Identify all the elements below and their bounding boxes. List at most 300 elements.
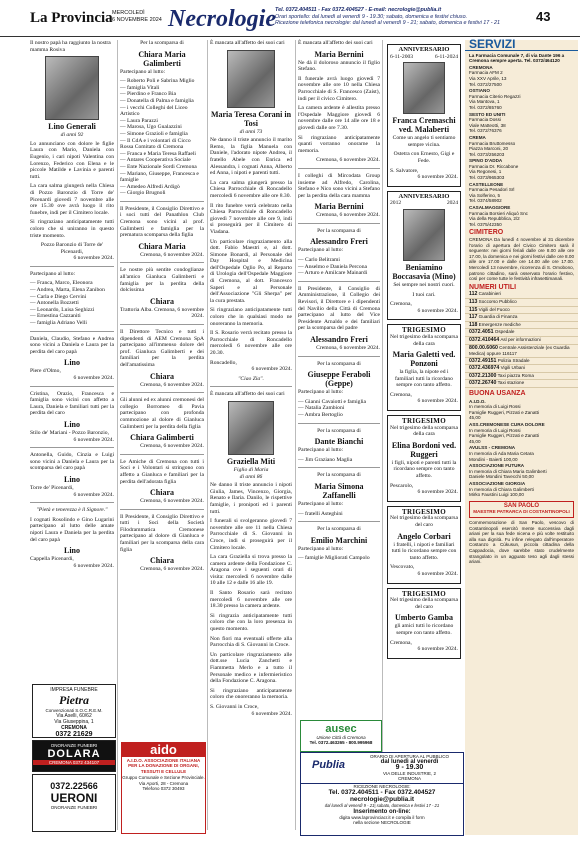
condolence-item: — Franca e Maria Teresa Raffaeli <box>120 150 196 157</box>
obit-place: Torre de' Picenardi, <box>30 484 74 491</box>
info-line-3: Ricezione telefonica necrologie: dal lunedì al venerdì 9 - 21; sabato, domenica e festivi 17 - 21 <box>275 20 501 27</box>
obit-text: Nel trigesimo della scomparsa del caro <box>390 515 458 528</box>
condolence-item: — Antares Cooperativa Sociale <box>120 157 191 164</box>
anniversary-heading: ANNIVERSARIO <box>398 192 450 200</box>
obit-text: Le Amiche di Cremona con tutti i Soci e i Volontari si stringono con affetto a Gianluca e familiari per la perdita dell'adorata figlia <box>120 458 204 485</box>
condolence-item: — Il CdA e i volontari di Cicco Rossa Comitato di Cremona <box>120 137 191 151</box>
photo-maria-teresa-corani <box>227 50 275 108</box>
column-5 <box>385 40 463 663</box>
column-rule <box>382 40 383 830</box>
info-line-1: Tel. 0372.404511 - Fax 0372.404527 - E-mail: necrologie@publia.it <box>275 7 442 13</box>
divider <box>30 447 114 448</box>
condolence-header: Partecipano al lutto: <box>298 247 344 254</box>
pharmacy-detail: Farmacia Citerio Regazzi <box>469 93 521 99</box>
useful-number[interactable]: 115 <box>469 306 478 313</box>
header-date-text: 6 NOVEMBRE 2024 <box>112 16 162 23</box>
obit-header: Per la scomparsa di <box>317 360 361 367</box>
deceased-name: Chiara <box>150 556 174 566</box>
pharmacy-detail: Farmacia Dossi <box>469 117 501 123</box>
useful-number-label: Asl per informazioni <box>499 336 541 342</box>
obit-text: la figlia, la nipote ed i familiari tutti la ricordano sempre con tanto affetto. <box>395 369 453 389</box>
divider <box>120 392 204 393</box>
ad-dolara-top: ONORANZE FUNEBRI <box>50 743 98 748</box>
donation-detail: In memoria di Chiara Maria Galimberti <box>469 468 547 474</box>
photo-franca-cremaschi <box>403 62 445 114</box>
divider <box>298 223 380 224</box>
obit-date: 6 novembre 2024. <box>417 307 458 314</box>
obit-text: Nel trigesimo della scomparsa della cara <box>390 424 458 438</box>
ad-aido-logo: aido <box>122 743 205 757</box>
obit-date: 6 novembre 2024. <box>251 366 292 373</box>
condolence-header: Partecipano al lutto: <box>30 270 76 277</box>
condolence-item: — Pierdino e Franco Bia <box>120 91 176 98</box>
condolence-item: — Marosa, Ugo Gualazzini <box>120 124 182 131</box>
obit-date: 6 novembre 2024. <box>251 710 292 717</box>
quote: "Ciao Zia". <box>238 375 264 382</box>
deceased-name: Lino <box>63 419 80 429</box>
photo-beniamino-boccasavia <box>403 209 445 261</box>
obit-text: i fratelli, i nipoti e familiari tutti lo ricordano sempre con tanto affetto. <box>391 541 457 561</box>
photo-lino-generali <box>45 56 99 120</box>
deceased-name: Chiara Maria <box>138 241 186 251</box>
pharmacy-detail: Piazza Marconi, 20 <box>469 146 509 152</box>
condolence-item: — Jim Graziano Maglia <box>298 456 353 463</box>
useful-number[interactable]: 113 <box>469 298 478 305</box>
obit-date: Cremona, 6 novembre 2024. <box>140 381 204 388</box>
condolence-item: — famiglia Adriano Velli <box>30 320 87 327</box>
obit-text: Il funerale avrà luogo giovedì 7 novembre alle ore 10 nella Chiesa Parrocchiale di S. Francesco (Zaist), indi per il civico Cimitero. <box>298 75 380 102</box>
obit-date: Cremona, 6 novembre 2024. <box>316 157 380 164</box>
obit-text: I tuoi cari. <box>412 291 436 298</box>
saint-name: SAN PAOLO <box>503 502 540 509</box>
donation-org: A.I.D.O. <box>469 398 486 404</box>
deceased-name: Umberto Gamba <box>395 613 453 623</box>
obit-text: Un particolare ringraziamento alle dott.sse Lucia Zanchetti e Fiammetta Merlo e a tutto il Personale medico e infermieristico della Fondazione C. Aragona. <box>210 651 292 685</box>
column-rule <box>295 40 296 830</box>
masthead: La Provincia <box>30 10 113 26</box>
donation-detail: Mirko Faustini Luigi 100,00 <box>469 492 524 498</box>
deceased-name: Alessandro Freri <box>310 237 368 247</box>
header-weekday: MERCOLEDÌ <box>112 10 145 16</box>
obit-text: gli amici tutti lo ricordano sempre con tanto affetto. <box>394 623 454 636</box>
obit-header: È mancata all'affetto dei suoi cari <box>210 40 285 46</box>
obit-date: 6 novembre 2024. <box>73 562 114 569</box>
anniversary-heading: ANNIVERSARIO <box>398 46 450 53</box>
deceased-name: Elina Bordoni ved. Ruggeri <box>391 440 457 459</box>
obit-header: È mancata all'affetto dei suoi cari <box>298 40 373 46</box>
anniversary-year: 6-11-2024 <box>434 53 458 60</box>
page-header <box>0 0 580 37</box>
obit-place: Stilo de' Mariani - Pozzo Baronzio, <box>30 429 109 436</box>
useful-number-label: Polizia Stradale <box>496 357 530 363</box>
pharmacy-town: SPINO D'ADDA <box>469 158 503 164</box>
ad-pietra <box>32 684 116 738</box>
obit-text: I cognati Rosolindo e Gino Lugarini partecipano al lutto delle amate nipoti Laura e Daniela per la perdita del caro papà <box>30 516 114 543</box>
anniversary-year: 2012 <box>390 200 402 207</box>
obit-text: Si ringrazia anticipatamente tutti coloro che con la loro presenza in questo momento. <box>210 612 292 633</box>
useful-number-label: Centrale Assistenziale (ex Guardia Medica) oppure 116117 <box>469 344 570 357</box>
pharmacy-detail: Via XXV Aprile, 13 <box>469 75 507 81</box>
pharmacy-detail: Tel. 0373/256203 <box>469 151 505 157</box>
divider <box>30 266 114 267</box>
deceased-age: di anni 92 <box>60 132 84 139</box>
divider <box>120 454 204 455</box>
ad-aido <box>121 742 206 834</box>
condolence-item: — Mariano, Giuseppe, Francesca e famiglie <box>120 170 199 184</box>
deceased-name: Graziella Miti <box>226 456 276 466</box>
pharmacy-detail: Tel. 0373/965303 <box>469 175 505 181</box>
condolence-item: — Arturo e Amilcare Mainardi <box>298 270 368 277</box>
obit-text: Cristina, Orazio, Francesca e famiglia sono vicini con affetto a Laura, Daniela e familiari tutti per la perdita del caro <box>30 390 114 417</box>
deceased-name: Chiara <box>150 488 174 498</box>
publia-hours: 9 - 19.30 <box>395 764 424 772</box>
useful-number-row <box>465 345 578 358</box>
anniversary-1 <box>387 44 461 187</box>
condolence-list <box>120 78 204 197</box>
pharmacy-detail: Farmacia Borsieri Aliquò Snc <box>469 210 528 216</box>
obit-text: Non fiori ma eventuali offerte alla Parrocchia di S. Giovanni in Croce. <box>210 635 292 649</box>
deceased-age: di anni 73 <box>239 128 263 135</box>
useful-number[interactable]: 800.00.6060 <box>469 344 498 351</box>
deceased-name: Chiara Galimberti <box>130 433 194 443</box>
obit-text: I funerali si svolgeranno giovedì 7 novembre alle ore 11 nella Chiesa Parrocchiale di S. Giovanni in Croce, indi si proseguirà per il Cimitero locale. <box>210 518 292 551</box>
condolence-item: — Giorgio Brugnoli <box>120 190 166 197</box>
column-3 <box>210 40 292 720</box>
obit-date: Cremona, 6 novembre 2024. <box>140 443 204 450</box>
divider <box>298 423 380 424</box>
obit-place: Vescovato, <box>390 564 415 571</box>
numeri-utili-list <box>465 291 578 388</box>
useful-number[interactable]: 0372.26740 <box>469 380 497 387</box>
condolence-header: Partecipano al lutto: <box>298 447 344 454</box>
trigesimo-heading: TRIGESIMO <box>402 326 446 335</box>
condolence-item: — Andrea, Marta, Elena Zanibon <box>30 287 105 294</box>
pharmacy-detail: Farmacia Bruttomesso <box>469 140 516 146</box>
pharmacy-detail: Via Solferino, 5 <box>469 192 501 198</box>
publia-phone-hours: dal lunedì al venerdì 9 - 21| sabato, domenica e festivi 17 - 21 <box>324 802 440 808</box>
condolence-item: — Donatella di Palma e famiglia <box>120 97 194 104</box>
deceased-name: Beniamino Boccasavia (Mino) <box>392 262 456 281</box>
obit-date: 6 novembre 2024. <box>417 398 458 405</box>
obit-text: Il Presidente, il Consiglio Direttivo e i soci tutti del Panathlon Club Cremona sono vicini al prof. Galimberti e famiglia per la prematura scomparsa della figlia <box>120 205 204 239</box>
donation-detail: 45,00 <box>469 438 481 444</box>
obit-date: Cremona, 6 novembre 2024. <box>316 212 380 219</box>
obit-text: Il Presidente, il Consiglio di Amministrazione, il Collegio dei Revisori, il Direttore e i dipendenti del Navilio della Città di Cremona partecipano al lutto del Vice Presidente Arnaldo e dei familiari per la scomparsa del padre <box>298 285 380 332</box>
useful-number-row <box>465 329 578 337</box>
condolence-item: — Ambra Bertoglio <box>298 411 343 418</box>
deceased-age: di anni 86 <box>239 473 263 480</box>
divider <box>210 386 292 387</box>
deceased-name: Emilio Marchini <box>310 535 368 545</box>
donation-detail: In memoria di Chiara Galimberti <box>469 486 534 492</box>
cimitero-text: CREMONA Da lunedì 4 novembre al 31 dicembre l'orario di apertura del Civico Cimitero sarà il seguente: nei giorni feriali dalle ore 8.00 alle ore 17.00, la domenica e nei giorni festivi dalle ore 8.00 alle ore 17.00 e dalle ore 14.00 alle ore 17.00. Mercoledì 13 novembre, ricorrenza di S. Omobono, patrono cittadino, sarà osservato l'orario festivo, così per come tutte le festività infrasettimanali. <box>469 237 574 282</box>
obit-text: Come un angelo ti sentiamo sempre vicina. <box>392 135 456 148</box>
trigesimo-4 <box>387 588 461 659</box>
obit-text: i figli, nipoti e parenti tutti la ricordano sempre con tanto affetto. <box>391 459 457 480</box>
ad-dolara-phone: CREMONA 0372 434107 <box>33 760 115 765</box>
useful-number[interactable]: 112 <box>469 291 478 298</box>
condolence-list <box>30 280 114 326</box>
useful-number-row <box>465 373 578 381</box>
obit-header: Per la scomparsa di <box>140 40 184 46</box>
obit-text: Le nostre più sentite condoglianze all'amico Gianluca Galimberti e famiglia per la perdita della dolcissima <box>120 267 204 294</box>
obit-text: Antonella, Guido, Cinzia e Luigi sono vicini a Daniela e Laura per la scomparsa del caro papà <box>30 452 114 472</box>
useful-number-row <box>465 322 578 330</box>
obit-date: 6 novembre 2024. <box>73 436 114 443</box>
condolence-item: — Ernestina Cazzaniti <box>30 313 81 320</box>
divider <box>120 324 204 325</box>
ad-ueroni <box>32 774 116 832</box>
obit-text: La cara salma giungerà nella Chiesa di Pozzo Baronzio di Torre de' Picenardi giovedì 7 novembre alle ore 15.30 ove avrà luogo il rito funebre, indi per il Cimitero locale. <box>30 183 114 216</box>
condolence-item: — fratelli Asteghini <box>298 510 343 517</box>
ad-dolara-name: DOLARA <box>47 748 101 760</box>
condolence-item: — famiglie Migliorati Campolo <box>298 555 370 562</box>
useful-number[interactable]: 0372.4051 <box>469 329 494 336</box>
pharmacy-detail: Tel. 0372/85760 <box>469 104 502 110</box>
info-line-2: Orari sportello: dal lunedì al venerdì 9 - 19.30; sabato, domenica e festivi chiuso. <box>275 13 468 20</box>
obit-date: 6 novembre 2024. <box>73 255 114 262</box>
ad-ausec-sub: Unione Città di Cremona <box>316 735 366 740</box>
divider <box>30 386 114 387</box>
obit-text: Il S. Rosario verrà recitato presso la Parrocchiale di Roncadello mercoledì 6 novembre alle ore 20.30. <box>210 330 292 356</box>
publia-logo: Publia <box>311 759 345 771</box>
obit-text: Ne danno il triste annuncio il marito Remo, la figlia Manuela con Daniele, l'adorato nipote Andrea, il fratello Abele con Enrica ed Alessandra, i cognati Anna, Alberto ed Anna, i nipoti e parenti tutti. <box>210 137 292 177</box>
pharmacy-detail: Tel. 0375/42350 <box>469 221 502 227</box>
pharmacy-detail: Via Regonesi, 1 <box>469 169 502 175</box>
condolence-item: — Leonardo, Luisa Seghizzi <box>30 306 95 313</box>
publia-online-title: Inserimento on-line: <box>353 808 411 815</box>
pharmacy-town: CREMONA <box>469 64 493 70</box>
pharmacy-town: SESTO ED UNITI <box>469 111 506 117</box>
sidebar-intro: La Farmacia Comunale 7, di via Dante 196 a Cremona sempre aperta. Tel. 0372/464120 <box>469 52 565 64</box>
condolence-list <box>298 511 380 518</box>
useful-number-row <box>465 291 578 299</box>
obit-text: La cara Graziella si trova presso la camera ardente della Fondazione C. Aragona ove i seguenti orari di visita: mercoledì 6 novembre dalle 10 alle 12 e dalle 16 alle 19. <box>210 554 292 587</box>
trigesimo-heading: TRIGESIMO <box>402 507 446 516</box>
obit-text: Lo annunciano con dolore le figlie Laura con Mario, Daniela con Eugenio, i cari nipoti Valentina con Lorenzo, Federico con Elena e le piccole Matilde e Lavinia e parenti tutti. <box>30 140 114 180</box>
divider <box>120 509 204 510</box>
condolence-header: Partecipano al lutto: <box>120 68 166 75</box>
trigesimo-heading: TRIGESIMO <box>402 417 446 426</box>
column-4 <box>298 40 380 562</box>
publia-email[interactable]: necrologie@publia.it <box>349 795 415 803</box>
ad-aido-text: A.I.D.O. ASSOCIAZIONE ITALIANA PER LA DONAZIONE DI ORGANI, TESSUTI E CELLULE <box>126 757 201 774</box>
divider <box>298 521 380 522</box>
deceased-name: Chiara <box>150 296 174 306</box>
obit-header: Per la scomparsa di <box>317 472 361 479</box>
useful-number-label: Ospedale <box>493 329 515 335</box>
anniversary-year: 6-11-2003 <box>390 53 414 60</box>
deceased-name: Maria Bernini <box>314 202 364 212</box>
obit-date: Trattoria Alba. Cremona, 6 novembre 2024. <box>120 306 204 320</box>
publia-contact-box <box>300 752 464 836</box>
saint-subtitle: MAESTRE PATRARCA DI COSTANTINOPOLI <box>473 509 570 515</box>
donation-detail: Mondini - Baierti 100,00 <box>469 456 518 462</box>
obit-place: Cremona, <box>390 639 412 646</box>
useful-number-label: Vigili del Fuoco <box>477 306 510 312</box>
useful-number-row <box>465 299 578 307</box>
useful-number[interactable]: 0372.49151 <box>469 357 497 364</box>
pharmacy-town: CASTELLEONE <box>469 181 504 187</box>
trigesimo-heading: TRIGESIMO <box>402 589 446 598</box>
useful-number[interactable]: 118 <box>469 321 478 328</box>
trigesimo-3 <box>387 506 461 584</box>
ad-ueroni-phone: 0372.22566 <box>50 781 98 791</box>
divider <box>298 168 380 169</box>
trigesimo-2 <box>387 415 461 502</box>
deceased-name: Maria Simona Zaffanelli <box>314 481 364 500</box>
pharmacy-detail: Tel. 0372/27500 <box>469 81 502 87</box>
deceased-name: Dante Bianchi <box>314 437 364 447</box>
useful-number-label: Taxi piazza Roma <box>496 372 534 378</box>
ad-ausec-phone: Tel. 0372.463265 - 800.995968 <box>309 740 373 745</box>
useful-number[interactable]: 0372.21300 <box>469 372 497 379</box>
useful-number-label: Soccorso Pubblico <box>477 298 517 304</box>
obit-text: Nel trigesimo della scomparsa della cara <box>390 333 458 347</box>
obit-text: Il Presidente, il Consiglio Direttivo e tutti i Soci della Società Filodrammatica Cremonese partecipano al dolore di Gianluca e familiari per la scomparsa della cara figlia <box>120 513 204 553</box>
donation-detail: In memoria di Luigi Rossi <box>469 404 521 410</box>
ad-pietra-address: Via Aselli, 60/62 <box>56 713 92 719</box>
ad-aido-phone: Telefono 0372 30493 <box>142 786 185 791</box>
saint-of-day-box <box>469 501 574 518</box>
obit-header: Per la scomparsa di <box>317 526 361 533</box>
useful-number[interactable]: 0372.436974 <box>469 365 500 372</box>
ad-aido-address: Via Aporti, 28 - Cremona <box>138 780 189 786</box>
condolence-list <box>298 399 380 419</box>
obit-place: Pozzo Baronzio di Torre de' Picenardi, <box>40 242 104 255</box>
useful-number-label: Carabinieri <box>477 291 501 297</box>
services-sidebar <box>465 37 578 835</box>
publia-hours-days: dal lunedì al venerdì <box>380 758 439 765</box>
donation-org: ASSOCIAZIONE FUTURA <box>469 463 525 469</box>
useful-number-row <box>465 380 578 388</box>
photo-graziella-miti <box>228 401 274 455</box>
obit-date: Cremona, 6 novembre 2024. <box>140 498 204 505</box>
obit-text: Un particolare ringraziamento alla dott. Fabio Maestri e, al dott. Simone Bonardi, al Personale del Day Hospital e Medicina dell'Ospedale Oglio Po, al Reparto di Urologia dell'Ospedale Maggiore di Cremona, al dott. Francesco Saperi e al Personale dell'Associazione "Gli Sherpa" per la cura prestata. <box>210 238 292 304</box>
donation-detail: Daniele Mondini Tavecchi 50,00 <box>469 474 534 480</box>
deceased-name: Giuseppe Feraboli (Geppe) <box>307 370 371 389</box>
useful-number-label: Vigili Urbani <box>499 365 525 371</box>
publia-online-text: nella sezione NECROLOGIE <box>353 819 411 825</box>
useful-number[interactable]: 0372.410464 <box>469 336 500 343</box>
obit-header: È mancata all'affetto dei suoi cari <box>210 391 285 398</box>
publia-reception-label: RICEZIONE NECROLOGIE: <box>353 783 411 789</box>
donation-detail: Famiglie Ruggeri, Pizzati e Zanatti <box>469 433 539 439</box>
sidebar-title: SERVIZI <box>465 40 578 51</box>
pharmacy-detail: Via Mantova, 1 <box>469 99 500 105</box>
obit-text: Ne danno il triste annuncio i nipoti Giulia, James, Vincenzo, Giorgia, Renato e Ilaria. Danilo, le rispettive famiglie, i pronipoti ed i parenti tutti. <box>210 482 292 515</box>
condolence-item: — Carla e Diego Cervini <box>30 293 87 300</box>
obit-date: Cremona, 6 novembre 2024. <box>140 566 204 573</box>
condolence-item: — Amedeo Alfredi Ardigò <box>120 183 180 190</box>
deceased-name: Lino <box>63 358 80 368</box>
donation-detail: Famiglie Ruggeri, Pizzati e Zanatti <box>469 409 539 415</box>
page-number: 43 <box>536 9 551 24</box>
obit-date: Cremona, 6 novembre 2024. <box>140 251 204 258</box>
useful-number-label: Guardia di Finanza <box>477 314 518 320</box>
obit-place: Roncadello, <box>210 359 237 366</box>
deceased-name: Chiara Maria Galimberti <box>138 49 186 68</box>
deceased-name: Alessandro Freri <box>310 335 368 344</box>
obit-place: S. Salvatore, <box>390 167 419 174</box>
trigesimo-1 <box>387 324 461 411</box>
condolence-item: — Gianni Cavaiotti e famiglia <box>298 398 367 405</box>
obit-place: Cremona, <box>390 301 412 308</box>
obit-date: 6 novembre 2024. <box>73 375 114 381</box>
obit-text: Il Direttore Tecnico e tutti i dipendenti di AEM Cremona SpA partecipano all'immenso dolore del prof. Gianluca Galimberti e dei familiari per la perdita dell'amatissima <box>120 329 204 368</box>
ad-pietra-name: Pietra <box>59 693 89 707</box>
obit-date: 6 novembre 2024. <box>417 570 458 577</box>
saint-text: Commemorazione di San Paolo, vescovo di Costantinopoli esercitò mente successiva dagli ariani per la sua fede nicena e più volte restituito alla sua dignità. Fu infine relegato dall'imperatore Costanzo a Cúkusun, piccola cittadina della Cappadocia, dove sarebbe stato crudelmente strangolato in un agguato teso agli dagli stessi ariani. <box>469 519 574 565</box>
useful-number-row <box>465 358 578 366</box>
useful-number-label: Taxi stazione <box>496 380 525 386</box>
obit-place: Cappella Picenardi, <box>30 556 74 563</box>
divider <box>30 502 114 503</box>
ad-ausec <box>300 720 382 752</box>
ad-pietra-top: IMPRESA FUNEBRE <box>50 687 98 693</box>
publia-hours-title: ORARIO DI APERTURA AL PUBBLICO <box>369 754 450 759</box>
pharmacy-detail: Via della Repubblica, 2/2 <box>469 216 520 222</box>
obit-text: Sei sempre nei nostri cuori. <box>393 281 455 288</box>
pharmacy-town: CASALMAGGIORE <box>469 205 511 211</box>
obit-date: 6 novembre 2024. <box>417 174 458 181</box>
obit-text: Gli alunni ed ex alunni cremonesi del collegio Borromeo di Pavia partecipano con profonda commozione al dolore di Gianluca Galimberti per la perdita della figlia <box>120 397 204 430</box>
header-contact-info <box>275 7 530 27</box>
condolence-header: Partecipano al lutto: <box>298 545 344 552</box>
publia-phone[interactable]: Tel. 0372.404511 - Fax 0372.404527 <box>328 788 436 796</box>
donation-detail: In memoria di Luigi Rossi <box>469 427 521 433</box>
pharmacy-detail: Tel. 0374/58902 <box>469 198 502 204</box>
ad-pietra-address: Via Giuseppina, 1 <box>54 719 94 725</box>
donation-org: ASSOCIAZIONE GIORGIA <box>469 480 526 486</box>
pharmacy-town: CREMA <box>469 134 486 140</box>
useful-number-row <box>465 365 578 373</box>
cimitero-title: CIMITERO <box>469 229 504 237</box>
condolence-header: Partecipano al lutto: <box>298 500 344 507</box>
obit-place: Cremona, <box>390 391 412 398</box>
obit-date: 6 novembre 2024. <box>73 491 114 498</box>
obit-text: Il rito funebre verrà celebrato nella Chiesa Parrocchiale di Roncadello giovedì 7 novembre alle ore 9, indi si proseguirà per il Cimitero di Viadana. <box>210 202 292 235</box>
condolence-item: — Antonella Bozzetti <box>30 300 79 307</box>
useful-number-row <box>465 307 578 315</box>
donation-detail: In memoria di Ada Maria Cetara <box>469 451 534 456</box>
useful-number-row <box>465 337 578 345</box>
divider <box>30 331 114 332</box>
publia-city: CREMONA <box>397 776 421 782</box>
ad-pietra-phone: 0372 21629 <box>55 731 93 738</box>
obit-text: Si ringraziano anticipatamente quanti vorranno onorarne la memoria. <box>298 134 380 154</box>
obit-date: 6 novembre 2024. <box>417 489 458 496</box>
anniversary-year: 2024 <box>446 200 458 207</box>
obit-text: Ostetra con Ernesto, Gigi e Fede. <box>393 151 455 164</box>
obit-text: Daniela, Claudio, Stefano e Andrea sono vicini a Daniela e Laura per la perdita del caro papà <box>30 335 114 355</box>
column-rule <box>207 40 208 830</box>
ad-ueroni-sub: ONORANZE FUNEBRI <box>50 805 98 810</box>
obit-intro: Il nostro papà ha raggiunto la nostra mamma Rosiva <box>30 40 111 53</box>
obit-place: Pescarolo, <box>390 482 414 489</box>
condolence-item: — famiglia Vitali <box>120 84 160 91</box>
section-title: Necrologie <box>168 6 276 32</box>
column-rule <box>117 40 118 830</box>
useful-number[interactable]: 117 <box>469 314 478 321</box>
buona-usanza-list <box>465 398 578 498</box>
condolence-item: — Laura Parazzi <box>120 117 158 124</box>
obit-place: Piere d'Olmo, <box>30 368 61 375</box>
obit-date: Cremona, 6 novembre 2024. <box>316 345 380 351</box>
ad-ausec-name: ausec <box>325 723 357 735</box>
divider <box>120 262 204 263</box>
condolence-item: — Roberto Poli e Sabrina Miglio <box>120 78 195 85</box>
